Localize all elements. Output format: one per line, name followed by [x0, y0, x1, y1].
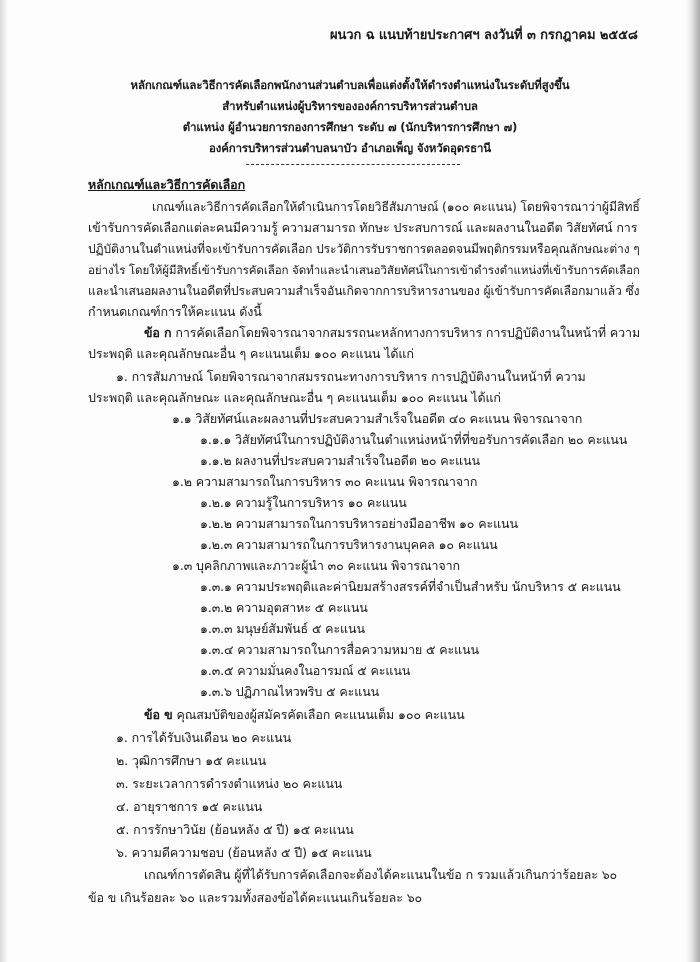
- criterion-1-3-5: ๑.๓.๕ ความมั่นคงในอารมณ์ ๕ คะแนน: [200, 663, 411, 678]
- intro-line-5: และนำเสนอผลงานในอดีตที่ประสบความสำเร็จอันเกิดจากการบริหารงานของ ผู้เข้ารับการคัดเลือกมาแล้ว ซึ่ง: [88, 284, 640, 298]
- clause-a-line-1: [144, 324, 640, 342]
- section-heading: หลักเกณฑ์และวิธีการคัดเลือก: [88, 177, 246, 192]
- criterion-1-3-6: ๑.๓.๖ ปฏิภาณไหวพริบ ๕ คะแนน: [200, 684, 380, 699]
- criterion-1-2-3: ๑.๒.๓ ความสามารถในการบริหารงานบุคคล ๑๐ คะแนน: [200, 537, 498, 552]
- document-title-line-4: องค์การบริหารส่วนตำบลนาบัว อำเภอเพ็ญ จังหวัดอุดรธานี: [209, 141, 491, 155]
- clause-a-text: การคัดเลือกโดยพิจารณาจากสมรรถนะหลักทางการบริหาร การปฏิบัติงานในหน้าที่ ความ: [175, 325, 641, 340]
- annex-reference: ผนวก ฉ แนบท้ายประกาศฯ ลงวันที่ ๓ กรกฎาคม ๒๕๕๘: [330, 28, 638, 43]
- criterion-1-3-2: ๑.๓.๒ ความอุตสาหะ ๕ คะแนน: [200, 600, 368, 615]
- criterion-1-3-4: ๑.๓.๔ ความสามารถในการสื่อความหมาย ๕ คะแนน: [200, 642, 479, 657]
- criterion-1-3-1: ๑.๓.๑ ความประพฤติและค่านิยมสร้างสรรค์ที่จำเป็นสำหรับ นักบริหาร ๕ คะแนน: [200, 579, 621, 594]
- clause-a-label: ข้อ ก: [144, 325, 172, 340]
- document-title-line-2: สำหรับตำแหน่งผู้บริหารขององค์การบริหารส่วนตำบล: [222, 99, 478, 113]
- document-title-line-3: ตำแหน่ง ผู้อำนวยการกองการศึกษา ระดับ ๗ (นักบริหารการศึกษา ๗): [182, 120, 518, 134]
- item-1-line-1: ๑. การสัมภาษณ์ โดยพิจารณาจากสมรรถนะทางการบริหาร การปฏิบัติงานในหน้าที่ ความ: [116, 369, 586, 384]
- decision-line-1: เกณฑ์การตัดสิน ผู้ที่ได้รับการคัดเลือกจะต้องได้คะแนนในข้อ ก รวมแล้วเกินกว่าร้อยละ ๖๐: [144, 867, 618, 882]
- document-title-line-1: หลักเกณฑ์และวิธีการคัดเลือกพนักงานส่วนตำบลเพื่อแต่งตั้งให้ดำรงตำแหน่งในระดับที่สูงขึ้น: [130, 78, 570, 92]
- qualification-item-1: ๑. การได้รับเงินเดือน ๒๐ คะแนน: [116, 730, 292, 745]
- qualification-item-2: ๒. วุฒิการศึกษา ๑๕ คะแนน: [116, 753, 267, 768]
- clause-b-line: [144, 706, 465, 724]
- criterion-1-2-2: ๑.๒.๒ ความสามารถในการบริหารอย่างมืออาชีพ ๑๐ คะแนน: [200, 516, 518, 531]
- intro-line-3: ปฏิบัติงานในตำแหน่งที่จะเข้ารับการคัดเลือก ประวัติการรับราชการตลอดจนมีพฤติกรรมหรือคุณลักษณะต่าง ๆ: [88, 242, 640, 256]
- qualification-item-5: ๕. การรักษาวินัย (ย้อนหลัง ๕ ปี) ๑๕ คะแนน: [116, 822, 354, 837]
- criterion-1-1-2: ๑.๑.๒ ผลงานที่ประสบความสำเร็จในอดีต ๒๐ คะแนน: [200, 453, 480, 468]
- criterion-1-1: ๑.๑ วิสัยทัศน์และผลงานที่ประสบความสำเร็จในอดีต ๔๐ คะแนน พิจารณาจาก: [172, 411, 583, 426]
- intro-line-1: เกณฑ์และวิธีการคัดเลือกให้ดำเนินการโดยวิธีสัมภาษณ์ (๑๐๐ คะแนน) โดยพิจารณาว่าผู้มีสิทธิ์: [152, 200, 640, 214]
- qualification-item-4: ๔. อายุราชการ ๑๕ คะแนน: [116, 799, 263, 814]
- criterion-1-2: ๑.๒ ความสามารถในการบริหาร ๓๐ คะแนน พิจารณาจาก: [172, 474, 478, 489]
- intro-line-6: กำหนดเกณฑ์การให้คะแนน ดังนี้: [88, 304, 262, 319]
- qualification-item-6: ๖. ความดีความชอบ (ย้อนหลัง ๕ ปี) ๑๕ คะแนน: [116, 845, 372, 860]
- intro-line-4: อย่างไร โดยให้ผู้มีสิทธิ์เข้ารับการคัดเลือก จัดทำและนำเสนอวิสัยทัศน์ในการเข้าดำรงตำแหน่งที่เข้ารับการคัดเลือก: [88, 263, 640, 277]
- clause-b-label: ข้อ ข: [144, 707, 173, 722]
- clause-a-line-2: ประพฤติ และคุณลักษณะอื่น ๆ คะแนนเต็ม ๑๐๐ คะแนน ได้แก่: [88, 346, 414, 361]
- intro-line-2: เข้ารับการคัดเลือกแต่ละคนมีความรู้ ความสามารถ ทักษะ ประสบการณ์ และผลงานในอดีต วิสัยทัศน์ การ: [88, 220, 638, 235]
- decision-line-2: ข้อ ข เกินร้อยละ ๖๐ และรวมทั้งสองข้อได้คะแนนเกินร้อยละ ๖๐: [88, 890, 423, 905]
- criterion-1-3-3: ๑.๓.๓ มนุษย์สัมพันธ์ ๕ คะแนน: [200, 621, 365, 636]
- item-1-line-2: ประพฤติ และคุณลักษณะ และคุณลักษณะอื่น ๆ คะแนนเต็ม ๑๐๐ คะแนน ได้แก่: [88, 390, 501, 405]
- clause-b-text: คุณสมบัติของผู้สมัครคัดเลือก คะแนนเต็ม ๑๐๐ คะแนน: [176, 707, 465, 722]
- criterion-1-1-1: ๑.๑.๑ วิสัยทัศน์ในการปฏิบัติงานในตำแหน่งหน้าที่ที่ขอรับการคัดเลือก ๒๐ คะแนน: [200, 432, 628, 447]
- title-divider: [246, 164, 460, 165]
- criterion-1-3: ๑.๓ บุคลิกภาพและภาวะผู้นำ ๓๐ คะแนน พิจารณาจาก: [172, 558, 461, 573]
- criterion-1-2-1: ๑.๒.๑ ความรู้ในการบริหาร ๑๐ คะแนน: [200, 495, 407, 510]
- qualification-item-3: ๓. ระยะเวลาการดำรงตำแหน่ง ๒๐ คะแนน: [116, 776, 343, 791]
